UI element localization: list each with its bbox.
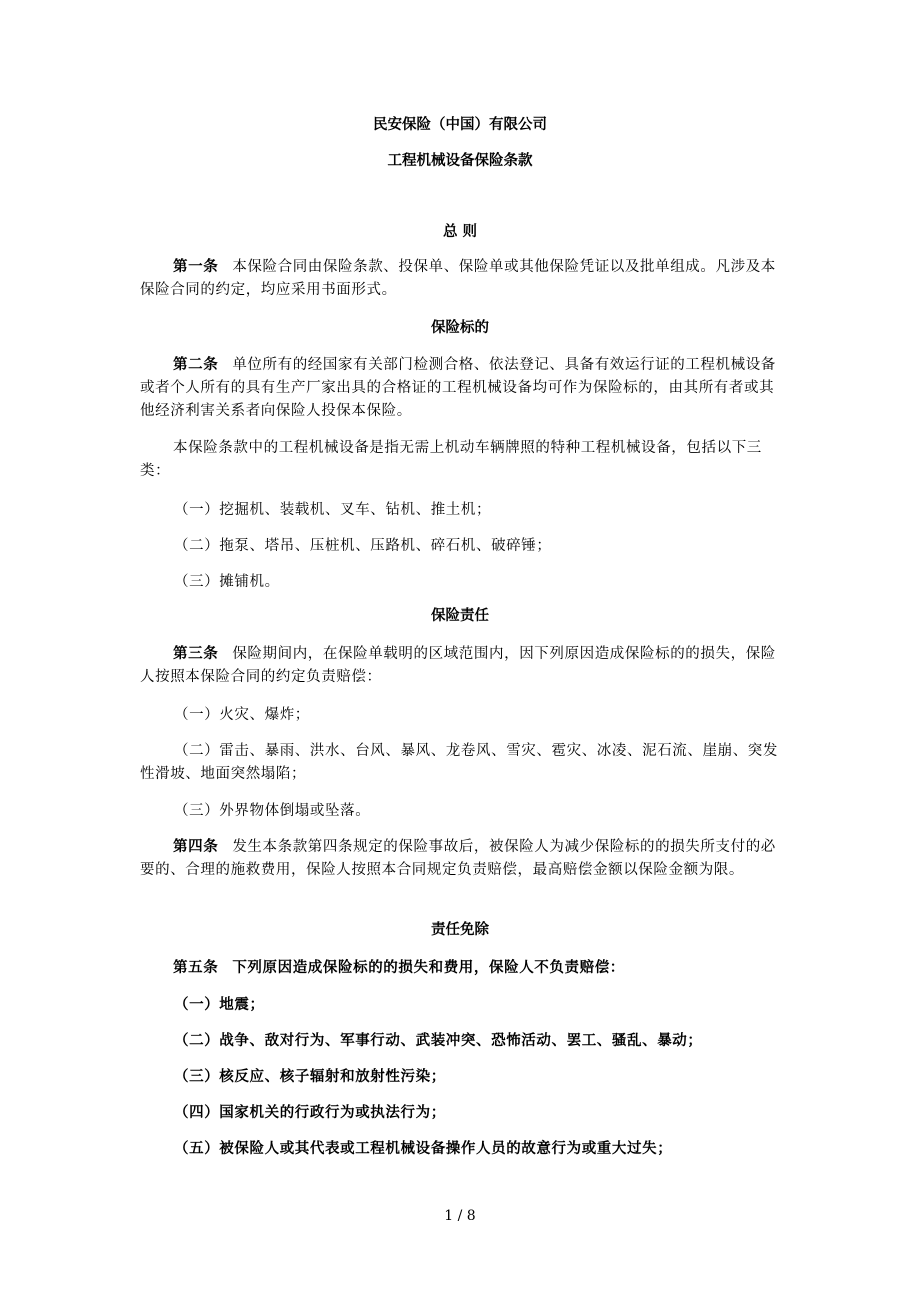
article-5-item-2: （二）战争、敌对行为、军事行动、武装冲突、恐怖活动、罢工、骚乱、暴动； — [174, 1033, 703, 1049]
article-2-item-3: （三）摊铺机。 — [174, 574, 280, 590]
page-indicator: 1 / 8 — [444, 1208, 476, 1224]
company-name: 民安保险（中国）有限公司 — [373, 117, 547, 133]
article-3-item-2: （二）雷击、暴雨、洪水、台风、暴风、龙卷风、雪灾、雹灾、冰凌、泥石流、崖崩、突发性滑坡、地面突然塌陷； — [140, 743, 778, 782]
article-5-item-5: （五）被保险人或其代表或工程机械设备操作人员的故意行为或重大过失； — [174, 1141, 673, 1157]
article-5-label: 第五条 — [173, 960, 219, 976]
article-5-text: 下列原因造成保险标的的损失和费用，保险人不负责赔偿： — [232, 960, 625, 976]
article-5 — [140, 957, 780, 980]
article-5-item-3: （三）核反应、核子辐射和放射性污染； — [174, 1069, 446, 1085]
article-2-text: 单位所有的经国家有关部门检测合格、依法登记、具备有效运行证的工程机械设备或者个人所有的具有生产厂家出具的合格证的工程机械设备均可作为保险标的，由其所有者或其他经济利害关系者向保险人投保本保险。 — [140, 357, 776, 419]
article-2 — [140, 354, 780, 423]
article-3-item-3: （三）外界物体倒塌或坠落。 — [174, 803, 371, 819]
article-3-label: 第三条 — [173, 646, 219, 662]
article-1 — [140, 256, 780, 302]
article-4 — [140, 836, 780, 882]
section-heading-liability: 保险责任 — [431, 608, 489, 624]
article-5-item-1: （一）地震； — [174, 997, 265, 1013]
article-2-item-1: （一）挖掘机、装载机、叉车、钻机、推土机； — [174, 502, 492, 518]
article-3-text: 保险期间内，在保险单载明的区域范围内，因下列原因造成保险标的的损失，保险人按照本保险合同的约定负责赔偿： — [140, 646, 776, 685]
section-heading-general: 总 则 — [442, 224, 478, 240]
article-5-item-4: （四）国家机关的行政行为或执法行为； — [174, 1105, 446, 1121]
article-4-text: 发生本条款第四条规定的保险事故后，被保险人为减少保险标的的损失所支付的必要的、合理的施救费用，保险人按照本合同规定负责赔偿，最高赔偿金额以保险金额为限。 — [140, 839, 776, 878]
article-3 — [140, 643, 780, 689]
article-1-text: 本保险合同由保险条款、投保单、保险单或其他保险凭证以及批单组成。凡涉及本保险合同的约定，均应采用书面形式。 — [140, 259, 776, 298]
document-title: 工程机械设备保险条款 — [387, 153, 533, 169]
article-3-item-1: （一）火灾、爆炸； — [174, 707, 310, 723]
article-1-label: 第一条 — [173, 259, 219, 275]
article-2-extra: 本保险条款中的工程机械设备是指无需上机动车辆牌照的特种工程机械设备，包括以下三类： — [140, 440, 762, 479]
article-2-item-2: （二）拖泵、塔吊、压桩机、压路机、碎石机、破碎锤； — [174, 538, 552, 554]
article-2-label: 第二条 — [173, 357, 219, 373]
article-4-label: 第四条 — [173, 839, 219, 855]
section-heading-exclusions: 责任免除 — [431, 922, 489, 938]
section-heading-subject: 保险标的 — [431, 320, 489, 336]
